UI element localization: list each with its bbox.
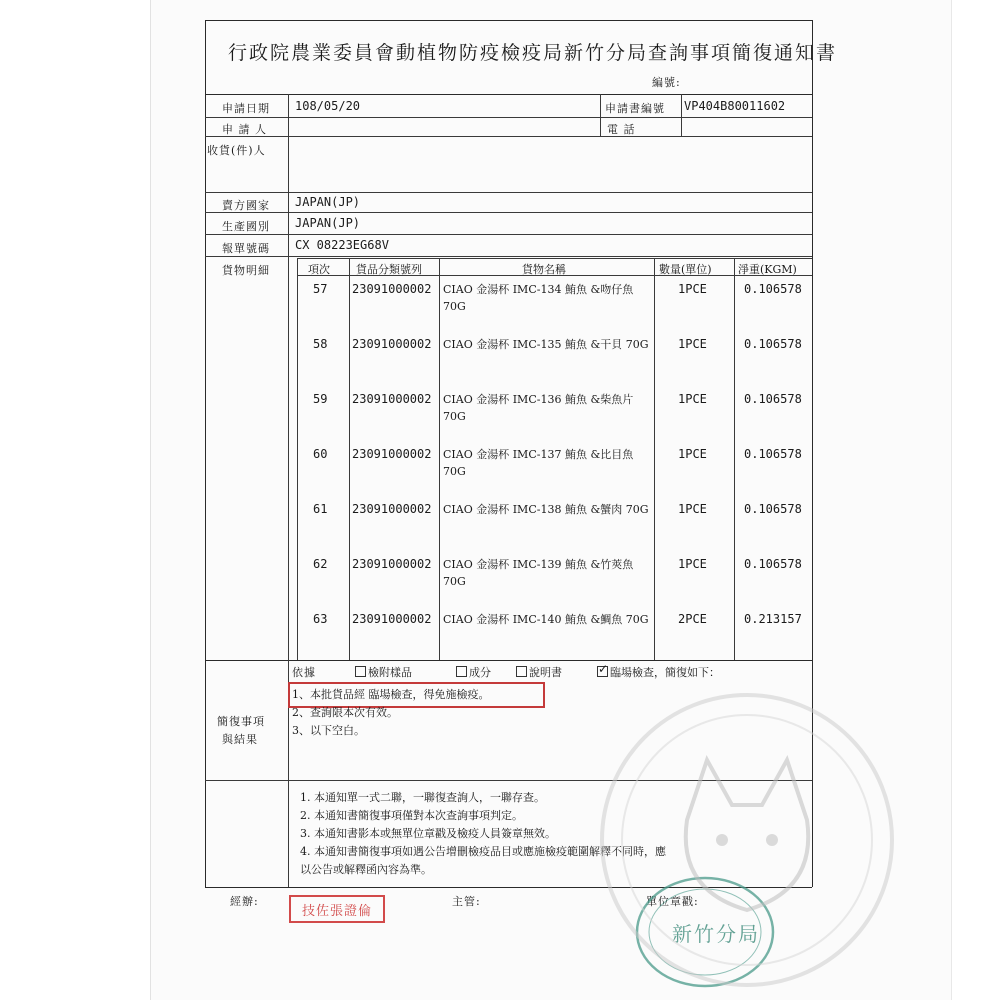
note-item: 1. 本通知單一式二聯，一聯復查詢人，一聯存查。: [300, 791, 545, 804]
reply-item: 1、本批貨品經 臨場檢查，得免施檢疫。: [292, 688, 490, 701]
table-row-name: CIAO 金湯杯 IMC-139 鮪魚 &竹莢魚 70G: [443, 558, 634, 588]
table-row-name: CIAO 金湯杯 IMC-134 鮪魚 &吻仔魚 70G: [443, 283, 634, 313]
note-item: 以公告或解釋函內容為準。: [300, 863, 432, 876]
apply-date-label: 申請日期: [222, 102, 270, 115]
reply-item: 2、查詢限本次有效。: [292, 706, 398, 719]
table-row-no: 59: [313, 392, 328, 406]
table-row-qty: 1PCE: [678, 337, 707, 351]
table-row-qty: 1PCE: [678, 392, 707, 406]
basis-option-ingredients: 成分: [456, 664, 491, 680]
table-row-no: 60: [313, 447, 328, 461]
checkbox-icon: [516, 666, 527, 677]
table-row-code: 23091000002: [352, 447, 432, 461]
table-row-no: 63: [313, 612, 328, 626]
table-row-weight: 0.106578: [744, 502, 802, 516]
phone-label: 電 話: [607, 123, 636, 136]
checkbox-icon: [355, 666, 366, 677]
table-row-qty: 2PCE: [678, 612, 707, 626]
basis-option-inspection: ✓ 臨場檢查，簡復如下：: [598, 662, 720, 679]
basis-label: 依據: [292, 666, 316, 679]
unit-seal-label: 單位章戳:: [646, 895, 699, 908]
table-row-weight: 0.106578: [744, 337, 802, 351]
header-hs-code: 貨品分類號列: [356, 263, 422, 276]
table-row-no: 58: [313, 337, 328, 351]
cat-watermark-icon: [592, 690, 902, 990]
consignee-label: 收貨(件)人: [207, 144, 266, 157]
apply-date-value: 108/05/20: [295, 99, 361, 113]
table-row-name: CIAO 金湯杯 IMC-138 鮪魚 &蟹肉 70G: [443, 503, 649, 516]
handler-stamp: 技佐張證倫: [289, 895, 385, 923]
origin-value: JAPAN(JP): [295, 216, 361, 230]
table-row-weight: 0.106578: [744, 392, 802, 406]
table-row-code: 23091000002: [352, 612, 432, 626]
table-row-name: CIAO 金湯杯 IMC-135 鮪魚 &干貝 70G: [443, 338, 649, 351]
table-row-qty: 1PCE: [678, 557, 707, 571]
form-no-label: 申請書編號: [605, 102, 665, 115]
table-row-no: 61: [313, 502, 328, 516]
document-title: 行政院農業委員會動植物防疫檢疫局新竹分局查詢事項簡復通知書: [228, 42, 838, 64]
handler-label: 經辦:: [230, 895, 259, 908]
table-row-code: 23091000002: [352, 337, 432, 351]
note-item: 2. 本通知書簡復事項僅對本次查詢事項判定。: [300, 809, 523, 822]
table-row-name: CIAO 金湯杯 IMC-137 鮪魚 &比目魚 70G: [443, 448, 634, 478]
note-item: 3. 本通知書影本或無單位章戳及檢疫人員簽章無效。: [300, 827, 556, 840]
table-row-qty: 1PCE: [678, 502, 707, 516]
table-row-weight: 0.106578: [744, 282, 802, 296]
header-item-no: 項次: [308, 263, 330, 276]
basis-option-manual: 說明書: [516, 664, 562, 680]
origin-label: 生產國別: [222, 220, 270, 233]
checked-checkbox-icon: ✓: [598, 662, 609, 676]
customs-no-label: 報單號碼: [222, 242, 270, 255]
table-row-name: CIAO 金湯杯 IMC-136 鮪魚 &柴魚片 70G: [443, 393, 634, 423]
serial-label: 編號:: [652, 76, 681, 89]
reply-item: 3、以下空白。: [292, 724, 365, 737]
reply-section-label: 與結果: [222, 733, 258, 746]
seal-text: 新竹分局: [672, 922, 760, 946]
table-row-code: 23091000002: [352, 392, 432, 406]
applicant-label: 申 請 人: [222, 123, 267, 136]
table-row-qty: 1PCE: [678, 282, 707, 296]
supervisor-label: 主管:: [452, 895, 481, 908]
seller-country-label: 賣方國家: [222, 199, 270, 212]
basis-option-samples: 檢附樣品: [355, 664, 412, 680]
form-no-value: VP404B80011602: [684, 99, 786, 113]
header-goods-name: 貨物名稱: [522, 263, 566, 276]
table-row-weight: 0.106578: [744, 447, 802, 461]
note-item: 4. 本通知書簡復事項如遇公告增刪檢疫品目或應施檢疫範圍解釋不同時，應: [300, 845, 666, 858]
checkbox-icon: [456, 666, 467, 677]
table-row-no: 57: [313, 282, 328, 296]
table-row-weight: 0.213157: [744, 612, 802, 626]
goods-label: 貨物明細: [222, 264, 270, 277]
table-row-code: 23091000002: [352, 502, 432, 516]
table-row-name: CIAO 金湯杯 IMC-140 鮪魚 &鯛魚 70G: [443, 613, 649, 626]
customs-no-value: CX 08223EG68V: [295, 238, 389, 252]
table-row-code: 23091000002: [352, 282, 432, 296]
table-row-no: 62: [313, 557, 328, 571]
header-net-weight: 淨重(KGM): [738, 263, 797, 276]
seller-country-value: JAPAN(JP): [295, 195, 361, 209]
table-row-code: 23091000002: [352, 557, 432, 571]
table-row-qty: 1PCE: [678, 447, 707, 461]
reply-section-label: 簡復事項: [217, 715, 265, 728]
table-row-weight: 0.106578: [744, 557, 802, 571]
header-quantity: 數量(單位): [659, 263, 712, 276]
